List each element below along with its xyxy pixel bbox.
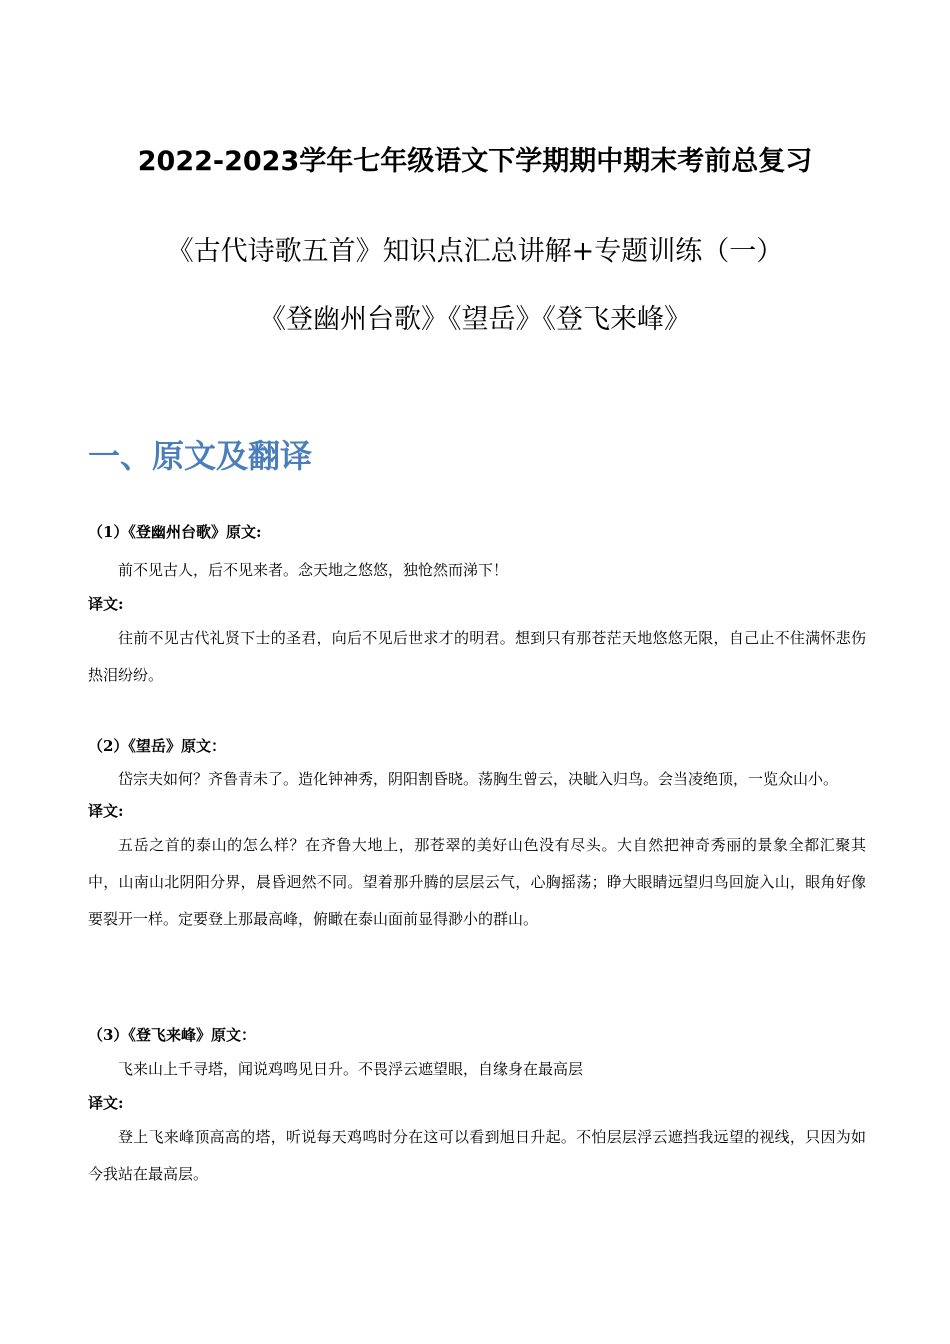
poem-original: 飞来山上千寻塔，闻说鸡鸣见日升。不畏浮云遮望眼，自缘身在最高层 [118, 1060, 584, 1078]
poem-original: 岱宗夫如何？齐鲁青未了。造化钟神秀，阴阳割昏晓。荡胸生曾云，决眦入归鸟。会当凌绝顶，一览众山小。 [118, 770, 839, 788]
poem-block-3 [88, 1021, 866, 1193]
poem-label: （2）《望岳》原文： [88, 737, 226, 755]
document-subtitle: 《古代诗歌五首》知识点汇总讲解+专题训练（一） [166, 236, 784, 267]
translation-label: 译文: [88, 802, 124, 820]
poem-label: （1）《登幽州台歌》原文: [88, 523, 262, 541]
document-title: 2022-2023学年七年级语文下学期期中期末考前总复习 [137, 146, 813, 177]
translation-label: 译文: [88, 1094, 124, 1112]
section-heading: 一、原文及翻译 [88, 437, 313, 475]
poem-titles-line: 《登幽州台歌》《望岳》《登飞来峰》 [259, 304, 691, 335]
poem-translation: 五岳之首的泰山的怎么样？在齐鲁大地上，那苍翠的美好山色没有尽头。大自然把神奇秀丽的景象全都汇聚其中，山南山北阴阳分界，晨昏迥然不同。望着那升腾的层层云气，心胸摇荡；睁大眼睛远望归鸟回旋入山，眼角好像要裂开一样。定要登上那最高峰，俯瞰在泰山面前显得渺小的群山。 [88, 836, 866, 928]
poem-original: 前不见古人，后不见来者。念天地之悠悠，独怆然而涕下！ [118, 561, 509, 579]
poem-translation: 往前不见古代礼贤下士的圣君，向后不见后世求才的明君。想到只有那苍茫天地悠悠无限，自己止不住满怀悲伤热泪纷纷。 [88, 629, 866, 684]
poem-block-2 [88, 732, 866, 938]
translation-label: 译文: [88, 595, 124, 613]
poem-label: （3）《登飞来峰》原文： [88, 1026, 256, 1044]
poem-block-1 [88, 518, 866, 694]
poem-translation: 登上飞来峰顶高高的塔，听说每天鸡鸣时分在这可以看到旭日升起。不怕层层浮云遮挡我远望的视线，只因为如今我站在最高层。 [88, 1128, 866, 1183]
